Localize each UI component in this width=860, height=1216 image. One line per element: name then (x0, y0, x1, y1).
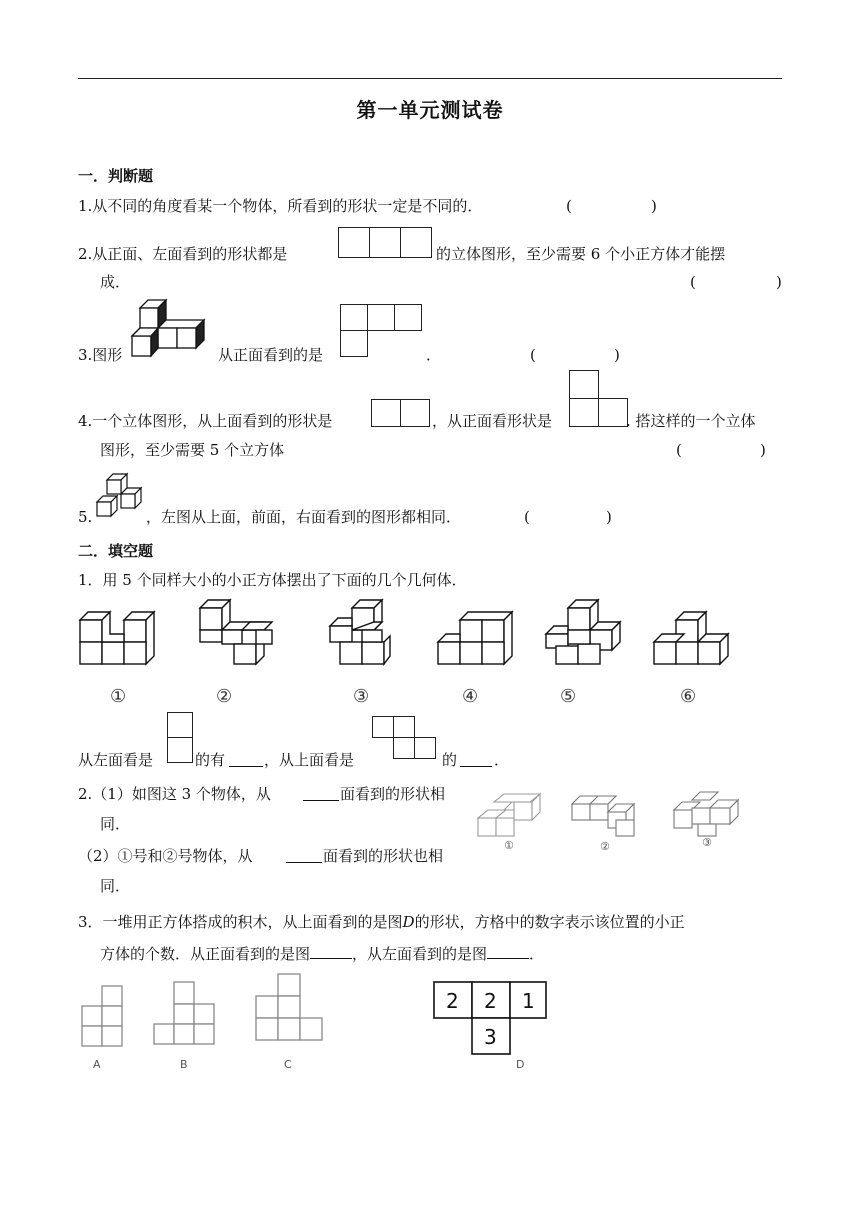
fill-q2-text-c: 同． (100, 815, 131, 833)
fill-q1-text: 1．用 5 个同样大小的小正方体摆出了下面的几个几何体． (78, 571, 467, 589)
fill-q3-line-2 (100, 942, 544, 964)
fill-q1-text-c: ，从上面看是 (264, 751, 355, 769)
q4-front-view-square (569, 398, 599, 427)
solid-figure-2 (196, 598, 282, 670)
q4-top-view-square (371, 399, 401, 427)
judge-q4-text-d: 图形，至少需要 5 个立方体 (100, 441, 285, 459)
top-view-square (393, 716, 415, 738)
q2-object-2 (568, 792, 648, 852)
left-view-square (167, 712, 193, 738)
q2-shape-square (338, 227, 370, 258)
judge-q4-paren-open: ( (676, 441, 682, 459)
q5-cube-figure (95, 470, 147, 522)
fill-q1-blank-1[interactable] (229, 750, 263, 772)
option-b-label: B (180, 1058, 188, 1071)
top-view-square (372, 716, 394, 738)
header-rule (78, 78, 782, 79)
fill-q3-text-d: ，从左面看到的是图 (352, 945, 488, 963)
judge-q3-text-a: 3.图形 (78, 346, 123, 364)
judge-q5-text-a: 5. (78, 508, 93, 526)
fill-q1-text-b: 的有 (195, 751, 226, 769)
option-d-grid (432, 980, 552, 1072)
q3-shape-square (367, 304, 395, 331)
grid-d-cell: 2 (446, 989, 459, 1013)
judge-q5-paren-close: ) (606, 508, 612, 526)
fill-q3-italic-d: D (402, 913, 415, 931)
judge-q4-paren-close: ) (760, 441, 766, 459)
q2-object-1 (474, 792, 554, 852)
solid-label: ⑤ (560, 686, 577, 707)
fill-q1-text-d: 的 (442, 751, 458, 769)
fill-q3-blank-2[interactable] (487, 942, 529, 959)
solid-label: ④ (462, 686, 479, 707)
solid-label: ① (110, 686, 127, 707)
judge-q2-paren-close: ) (776, 273, 782, 291)
q2-shape-square (369, 227, 401, 258)
q3-shape-square (394, 304, 422, 331)
fill-q1-blank-2[interactable] (460, 750, 492, 772)
fill-q1-text-a: 从左面看是 (78, 751, 154, 769)
top-view-square (414, 737, 436, 759)
fill-q3-text-b: 的形状，方格中的数字表示该位置的小正 (414, 913, 685, 931)
q3-shape-square (340, 330, 368, 357)
solid-figure-3 (326, 598, 398, 670)
solid-figure-5 (542, 598, 628, 670)
fill-q2-text-b: 面看到的形状相 (340, 785, 446, 803)
fill-q1-text-e: ． (494, 751, 510, 769)
fill-q3-text-e: ． (529, 945, 545, 963)
judge-q5-text-b: ，左图从上面，前面，右面看到的图形都相同． (146, 508, 462, 526)
judge-q3-text-b: 从正面看到的是 (218, 346, 324, 364)
solid-figure-1 (78, 598, 160, 670)
judge-q2-paren-open: ( (690, 273, 696, 291)
q2-object-3 (668, 790, 748, 850)
solid-label: ③ (353, 686, 370, 707)
q2-object-label: ② (600, 840, 610, 853)
fill-q2-blank-2[interactable] (286, 846, 322, 868)
fill-q3-text-c: 方体的个数．从正面看到的是图 (100, 945, 311, 963)
solid-figure-labels (0, 680, 860, 710)
grid-d-cell: 3 (484, 1025, 497, 1049)
judge-q3-text-c: ． (426, 346, 442, 364)
option-b-figure (148, 980, 222, 1074)
q3-cube-figure (130, 298, 210, 360)
judge-q2-text-b: 的立体图形，至少需要 6 个小正方体才能摆 (436, 245, 726, 263)
section-1-heading: 一．判断题 (78, 167, 154, 185)
judge-q2-text-c: 成． (100, 273, 131, 291)
q2-shape-square (400, 227, 432, 258)
judge-q5-paren-open: ( (524, 508, 530, 526)
judge-q4-text-b: ，从正面看形状是 (432, 412, 553, 430)
left-view-square (167, 737, 193, 763)
option-a-figure (76, 980, 138, 1074)
fill-q3-blank-1[interactable] (310, 942, 352, 959)
judge-q2-text-a: 2.从正面、左面看到的形状都是 (78, 245, 288, 263)
judge-q1-paren-close: ) (651, 197, 657, 215)
q4-front-view-square (569, 370, 599, 399)
fill-q2-blank-1[interactable] (303, 784, 339, 806)
fill-q2-text-a: 2.（1）如图这 3 个物体，从 (78, 785, 271, 803)
option-c-label: C (284, 1058, 292, 1071)
q2-object-label: ① (504, 839, 514, 852)
judge-q4-text-c: . 搭这样的一个立体 (626, 412, 756, 430)
fill-q3-text-a (78, 912, 685, 932)
grid-d-cell: 1 (522, 989, 535, 1013)
solid-label: ⑥ (680, 686, 697, 707)
section-2-heading: 二．填空题 (78, 542, 154, 560)
q4-front-view-square (598, 398, 628, 427)
option-a-label: A (93, 1058, 101, 1071)
page-title: 第一单元测试卷 (356, 98, 504, 122)
judge-q1-paren-open: ( (566, 197, 572, 215)
fill-q2-text-e: 面看到的形状也相 (323, 847, 444, 865)
q4-top-view-square (400, 399, 430, 427)
solid-figure-4 (434, 598, 520, 670)
judge-q1-text: 1.从不同的角度看某一个物体，所看到的形状一定是不同的． (78, 197, 483, 215)
q3-shape-square (340, 304, 368, 331)
fill-q3-text-a-main: 3．一堆用正方体搭成的积木，从上面看到的是图 (78, 913, 403, 931)
fill-q2-text-f: 同． (100, 877, 131, 895)
option-c-figure (250, 972, 328, 1074)
q2-object-label: ③ (702, 836, 712, 849)
judge-q3-paren-open: ( (530, 346, 536, 364)
solid-figure-6 (650, 598, 736, 670)
judge-q3-paren-close: ) (614, 346, 620, 364)
option-d-label: D (516, 1058, 525, 1071)
grid-d-cell: 2 (484, 989, 497, 1013)
solid-label: ② (216, 686, 233, 707)
judge-q4-text-a: 4.一个立体图形，从上面看到的形状是 (78, 412, 333, 430)
top-view-square (393, 737, 415, 759)
fill-q2-text-d: （2）①号和②号物体，从 (78, 847, 253, 865)
